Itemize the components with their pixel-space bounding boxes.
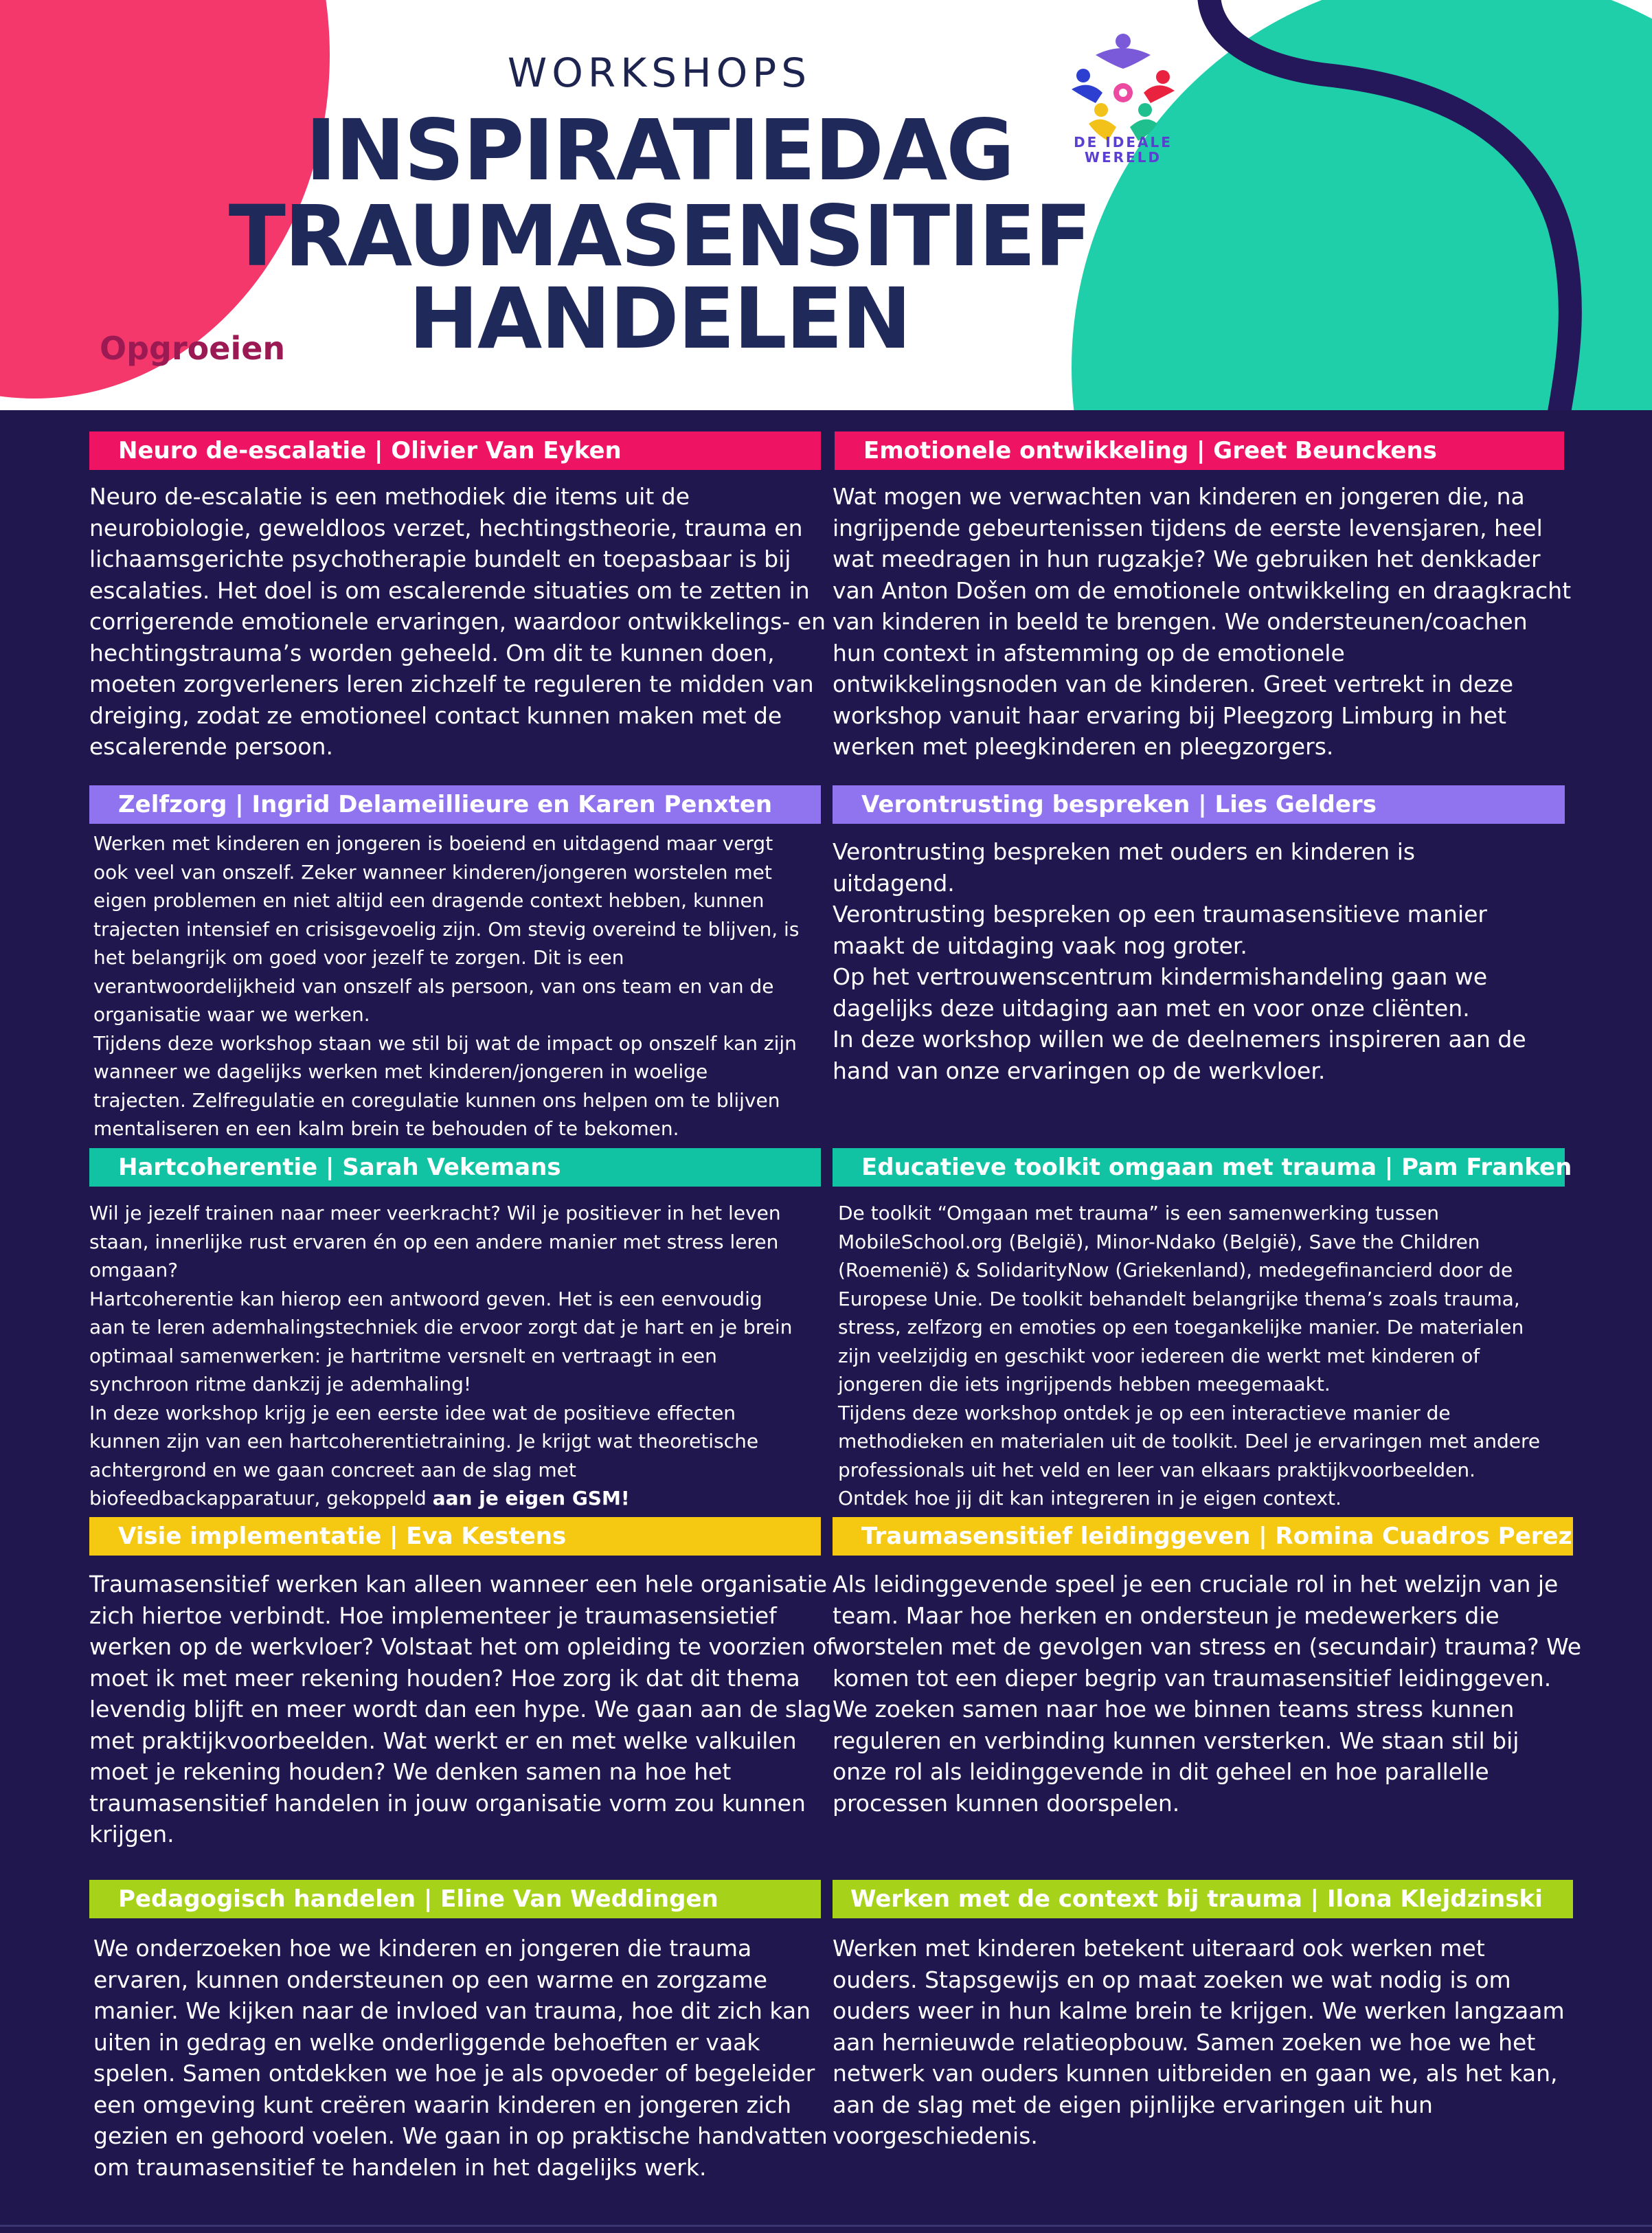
- header: [0, 0, 1652, 410]
- workshop-title-bar: Educatieve toolkit omgaan met trauma | Pam Franken: [833, 1148, 1565, 1187]
- title-line-2: TRAUMASENSITIEF: [228, 188, 1091, 285]
- workshop-title-bar: Emotionele ontwikkeling | Greet Beunckens: [835, 431, 1564, 470]
- workshop-description: De toolkit “Omgaan met trauma” is een samenwerking tussen MobileSchool.org (België), Minor-Ndako (België), Save the Children (Roemenië) & SolidarityNow (Griekenland), medegefinancierd door de Europese Unie. De toolkit behandelt belangrijke thema’s zoals trauma, stress, zelfzorg en emoties op een toegankelijke manier. De materialen zijn veelzijdig en geschikt voor iedereen die werkt met kinderen of jongeren die iets ingrijpends hebben meegemaakt. Tijdens deze workshop ontdek je op een interactieve manier de methodieken en materialen uit de toolkit. Deel je ervaringen met andere professionals uit het veld en leer van elkaars praktijkvoorbeelden. Ontdek hoe jij dit kan integreren in je eigen context.: [838, 1202, 1541, 1510]
- workshop-title-bar: Werken met de context bij trauma | Ilona Klejdzinski: [833, 1880, 1573, 1918]
- workshop-description: Als leidinggevende speel je een cruciale rol in het welzijn van je team. Maar hoe herken en ondersteun je medewerkers die worstelen met de gevolgen van stress en (secundair) trauma? We komen tot een dieper begrip van traumasensitief leidinggeven. We zoeken samen naar hoe we binnen teams stress kunnen reguleren en verbinding kunnen versterken. We staan stil bij onze rol als leidinggevende in dit geheel en hoe parallelle processen kunnen doorspelen.: [833, 1571, 1582, 1817]
- logo-text-line-1: DE IDEALE: [1074, 134, 1173, 150]
- workshop-title-bar: Zelfzorg | Ingrid Delameillieure en Karen Penxten: [89, 785, 821, 824]
- workshop-description: Traumasensitief werken kan alleen wanneer een hele organisatie zich hiertoe verbindt. Hoe implementeer je traumasensietief werken op de werkvloer? Volstaat het om opleiding te voorzien of moet ik met meer rekening houden? Hoe zorg ik dat dit thema levendig blijft en meer wordt dan een hype. We gaan aan de slag met praktijkvoorbeelden. Wat werkt er en met welke valkuilen moet je rekening houden? We denken samen na hoe het traumasensitief handelen in jouw organisatie vorm zou kunnen krijgen.: [89, 1571, 835, 1848]
- workshop-title-bar: Visie implementatie | Eva Kestens: [89, 1517, 821, 1556]
- workshop-title-bar: Pedagogisch handelen | Eline Van Weddingen: [89, 1880, 821, 1918]
- workshop-description: Neuro de-escalatie is een methodiek die items uit de neurobiologie, geweldloos verzet, hechtingstheorie, trauma en lichaamsgerichte psychotherapie bundelt en toepasbaar is bij escalaties. Het doel is om escalerende situaties om te zetten in corrigerende emotionele ervaringen, waardoor ontwikkelings- en hechtingstrauma’s worden geheeld. Om dit te kunnen doen, moeten zorgverleners leren zichzelf te reguleren te midden van dreiging, zodat ze emotioneel contact kunnen maken met de escalerende persoon.: [89, 483, 826, 760]
- title-line-3: HANDELEN: [408, 270, 911, 368]
- workshop-description: Verontrusting bespreken met ouders en kinderen is uitdagend. Verontrusting bespreken op een traumasensitieve manier maakt de uitdaging vaak nog groter. Op het vertrouwenscentrum kindermishandeling gaan we dagelijks deze uitdaging aan met en voor onze cliënten. In deze workshop willen we de deelnemers inspireren aan de hand van onze ervaringen op de werkvloer.: [833, 838, 1526, 1084]
- bottom-divider: [0, 2225, 1652, 2227]
- workshop-description: We onderzoeken hoe we kinderen en jongeren die trauma ervaren, kunnen ondersteunen op een warme en zorgzame manier. We kijken naar de invloed van trauma, hoe dit zich kan uiten in gedrag en welke onderliggende behoeften er vaak spelen. Samen ontdekken we hoe je als opvoeder of begeleider een omgeving kunt creëren waarin kinderen en jongeren zich gezien en gehoord voelen. We gaan in op praktische handvatten om traumasensitief te handelen in het dagelijks werk.: [93, 1935, 828, 2181]
- pre-title: WORKSHOPS: [507, 49, 812, 96]
- workshop-title-bar: Hartcoherentie | Sarah Vekemans: [89, 1148, 821, 1187]
- workshop-description: Werken met kinderen betekent uiteraard ook werken met ouders. Stapsgewijs en op maat zoeken we wat nodig is om ouders weer in hun kalme brein te krijgen. We werken langzaam aan hernieuwde relatieopbouw. Samen zoeken we hoe we het netwerk van ouders kunnen uitbreiden en gaan we, als het kan, aan de slag met de eigen pijnlijke ervaringen uit hun voorgeschiedenis.: [833, 1935, 1565, 2149]
- workshop-description: Werken met kinderen en jongeren is boeiend en uitdagend maar vergt ook veel van onszelf. Zeker wanneer kinderen/jongeren worstelen met eigen problemen en niet altijd een dragende context hebben, kunnen trajecten intensief en crisisgevoelig zijn. Om stevig overeind te blijven, is het belangrijk om goed voor jezelf te zorgen. Dit is een verantwoordelijkheid van onszelf als persoon, van ons team en van de organisatie waar we werken. Tijdens deze workshop staan we stil bij wat de impact op onszelf kan zijn wanneer we dagelijks werken met kinderen/jongeren in woelige trajecten. Zelfregulatie en coregulatie kunnen ons helpen om te blijven mentaliseren en een kalm brein te behouden of te bekomen.: [93, 832, 800, 1140]
- workshop-title-bar: Neuro de-escalatie | Olivier Van Eyken: [89, 431, 821, 470]
- title-line-1: INSPIRATIEDAG: [305, 102, 1014, 199]
- logo-text-line-2: WERELD: [1084, 149, 1162, 166]
- workshop-title-bar: Verontrusting bespreken | Lies Gelders: [833, 785, 1565, 824]
- workshop-title-bar: Traumasensitief leidinggeven | Romina Cuadros Perez: [833, 1517, 1573, 1556]
- workshop-description: Wil je jezelf trainen naar meer veerkracht? Wil je positiever in het leven staan, innerlijke rust ervaren én op een andere manier met stress leren omgaan? Hartcoherentie kan hierop een antwoord geven. Het is een eenvoudig aan te leren ademhalingstechniek die ervoor zorgt dat je hart en je brein optimaal samenwerken: je hartritme versnelt en vertraagt in een synchroon ritme dankzij je ademhaling! In deze workshop krijg je een eerste idee wat de positieve effecten kunnen zijn van een hartcoherentietraining. Je krijgt wat theoretische achtergrond en we gaan concreet aan de slag met biofeedbackapparatuur, gekoppeld aan je eigen GSM!: [89, 1202, 793, 1510]
- category-label: Opgroeien: [100, 330, 286, 367]
- workshop-description: Wat mogen we verwachten van kinderen en jongeren die, na ingrijpende gebeurtenissen tijdens de eerste levensjaren, heel wat meedragen in hun rugzakje? We gebruiken het denkkader van Anton Došen om de emotionele ontwikkeling en draagkracht van kinderen in beeld te brengen. We ondersteunen/coachen hun context in afstemming op de emotionele ontwikkelingsnoden van de kinderen. Greet vertrekt in deze workshop vanuit haar ervaring bij Pleegzorg Limburg in het werken met pleegkinderen en pleegzorgers.: [833, 483, 1572, 760]
